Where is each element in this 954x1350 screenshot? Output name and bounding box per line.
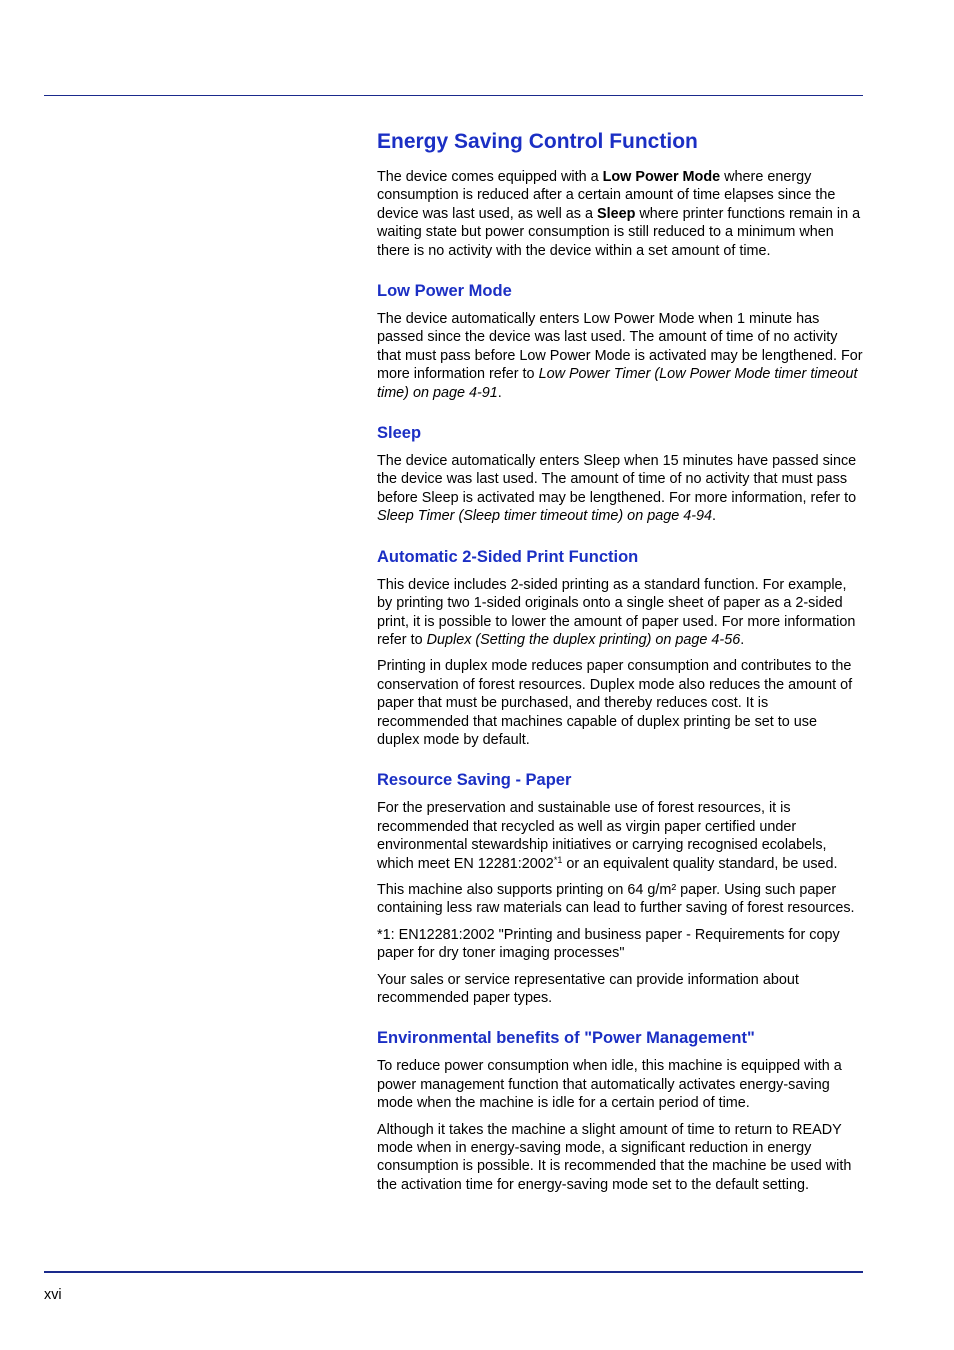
cross-reference: Duplex (Setting the duplex printing) on page 4-56 <box>426 631 741 648</box>
section-paragraph: The device automatically enters Low Power Mode when 1 minute has passed since the device was last used. The amount of time of no activity that must pass before Low Power Mode is activated may be lengthened. For more information refer to Low Power Timer (Low Power Mode timer timeout time) on page 4-91. <box>377 311 863 401</box>
section-paragraph: This machine also supports printing on 64 g/m² paper. Using such paper containing less raw materials can lead to further saving of forest resources. <box>377 881 855 917</box>
section-paragraph: For the preservation and sustainable use of forest resources, it is recommended that recycled as well as virgin paper certified under environmental stewardship initiatives or carrying recognised ecolabels, which meet EN 12281:2002$^{*1}$ or an equivalent quality standard, be used. <box>377 800 838 872</box>
main-content <box>377 128 863 1194</box>
section-sleep <box>377 422 863 526</box>
section-heading: Low Power Mode <box>377 282 512 301</box>
section-paragraph: Although it takes the machine a slight amount of time to return to READY mode when in energy-saving mode, a significant reduction in energy consumption is possible. It is recommended that the machine be used with the activation time for energy-saving mode set to the default setting. <box>377 1121 852 1193</box>
page-title: Energy Saving Control Function <box>377 130 698 153</box>
section-resource-saving-paper <box>377 769 863 1007</box>
section-heading: Resource Saving - Paper <box>377 771 572 790</box>
section-paragraph: Your sales or service representative can provide information about recommended paper types. <box>377 971 799 1006</box>
cross-reference: Sleep Timer (Sleep timer timeout time) on page 4-94 <box>377 508 713 525</box>
section-heading: Environmental benefits of "Power Management" <box>377 1029 755 1048</box>
cross-reference: Low Power Timer (Low Power Mode timer timeout time) on page 4-91 <box>377 366 858 401</box>
section-paragraph: To reduce power consumption when idle, this machine is equipped with a power management function that automatically activates energy-saving mode when the machine is idle for a certain period of time. <box>377 1058 842 1112</box>
intro-paragraph: The device comes equipped with a Low Power Mode where energy consumption is reduced after a certain amount of time elapses since the device was last used, as well as a Sleep where printer functions remain in a waiting state but power consumption is still reduced to a minimum when there is no activity with the device within a set amount of time. <box>377 169 861 259</box>
footer-rule <box>44 1271 863 1273</box>
footnote: *1: EN12281:2002 "Printing and business paper - Requirements for copy paper for dry toner imaging processes" <box>377 926 840 962</box>
section-power-management <box>377 1027 863 1194</box>
section-low-power-mode <box>377 280 863 402</box>
page-number: xvi <box>44 1287 62 1303</box>
header-rule <box>44 95 863 96</box>
footnote-marker: *1 <box>553 854 563 865</box>
section-paragraph: The device automatically enters Sleep when 15 minutes have passed since the device was last used. The amount of time of no activity that must pass before Sleep is activated may be lengthened. For more information, refer to Sleep Timer (Sleep timer timeout time) on page 4-94. <box>377 453 857 525</box>
section-heading: Automatic 2-Sided Print Function <box>377 547 639 566</box>
section-paragraph: Printing in duplex mode reduces paper consumption and contributes to the conservation of forest resources. Duplex mode also reduces the amount of paper that must be purchased, and thereby reduces cost. It is recommended that machines capable of duplex printing be set to use duplex mode by default. <box>377 658 853 748</box>
section-duplex <box>377 546 863 750</box>
section-paragraph: This device includes 2-sided printing as a standard function. For example, by printing two 1-sided originals onto a single sheet of paper as a 2-sided print, it is possible to lower the amount of paper used. For more information refer to Duplex (Setting the duplex printing) on page 4-56. <box>377 576 856 648</box>
section-heading: Sleep <box>377 424 422 443</box>
